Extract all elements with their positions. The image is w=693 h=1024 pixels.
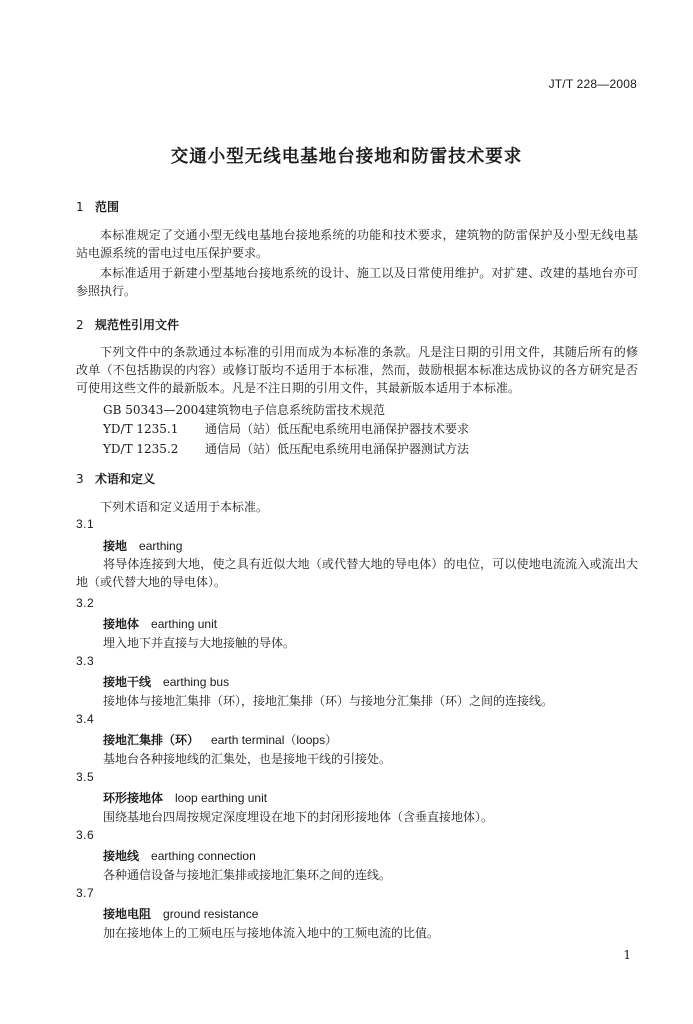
term-chinese: 环形接地体 xyxy=(103,791,164,805)
reference-code: YD/T 1235.1 xyxy=(103,422,179,436)
section-3-heading xyxy=(76,470,155,487)
term-number: 3.3 xyxy=(76,654,95,668)
term-english: earthing bus xyxy=(163,675,230,689)
reference-code: GB 50343—2004 xyxy=(103,403,206,417)
term-chinese: 接地干线 xyxy=(103,675,152,689)
term-number: 3.6 xyxy=(76,828,95,842)
term-number: 3.4 xyxy=(76,712,95,726)
terms-intro: 下列术语和定义适用于本标准。 xyxy=(100,500,269,514)
term-number: 3.1 xyxy=(76,517,95,531)
term-definition: 将导体连接到大地，使之具有近似大地（或代替大地的导电体）的电位，可以使地电流流入或流出大地（或代替大地的导电体）。 xyxy=(76,557,638,589)
reference-item xyxy=(103,420,469,437)
standard-code: JT/T 228—2008 xyxy=(548,77,637,91)
term-number: 3.2 xyxy=(76,596,95,610)
reference-code: YD/T 1235.2 xyxy=(103,442,179,456)
term-title xyxy=(103,537,182,554)
section-1-heading xyxy=(76,198,119,215)
section-title: 范围 xyxy=(95,200,120,214)
term-definition: 基地台各种接地线的汇集处，也是接地干线的引接处。 xyxy=(103,752,392,766)
term-title xyxy=(103,673,229,690)
term-definition: 各种通信设备与接地汇集排或接地汇集环之间的连线。 xyxy=(103,868,392,882)
term-number: 3.5 xyxy=(76,770,95,784)
term-english: ground resistance xyxy=(163,907,259,921)
references-paragraph: 下列文件中的条款通过本标准的引用而成为本标准的条款。凡是注日期的引用文件，其随后所有的修改单（不包括勘误的内容）或修订版均不适用于本标准，然而，鼓励根据本标准达成协议的各方研究是否可使用这些文件的最新版本。凡是不注日期的引用文件，其最新版本适用于本标准。 xyxy=(76,345,638,395)
term-english: loop earthing unit xyxy=(175,791,268,805)
page-number: 1 xyxy=(623,948,631,962)
term-definition: 接地体与接地汇集排（环），接地汇集排（环）与接地分汇集排（环）之间的连接线。 xyxy=(103,694,554,708)
term-number: 3.7 xyxy=(76,886,95,900)
section-number: 3 xyxy=(76,472,84,486)
reference-title: 通信局（站）低压配电系统用电涌保护器测试方法 xyxy=(205,442,470,456)
term-chinese: 接地汇集排（环） xyxy=(103,733,200,747)
section-2-heading xyxy=(76,316,179,333)
document-title: 交通小型无线电基地台接地和防雷技术要求 xyxy=(170,147,523,167)
reference-item xyxy=(103,401,385,418)
term-english: earthing connection xyxy=(151,849,256,863)
term-chinese: 接地电阻 xyxy=(103,907,152,921)
section-number: 2 xyxy=(76,318,84,332)
term-definition: 埋入地下并直接与大地接触的导体。 xyxy=(103,636,296,650)
term-chinese: 接地体 xyxy=(103,617,140,631)
reference-title: 建筑物电子信息系统防雷技术规范 xyxy=(205,403,386,417)
term-title xyxy=(103,847,256,864)
term-chinese: 接地 xyxy=(103,539,128,553)
term-definition: 加在接地体上的工频电压与接地体流入地中的工频电流的比值。 xyxy=(103,926,440,940)
term-english: earthing xyxy=(139,539,183,553)
reference-item xyxy=(103,440,469,457)
scope-paragraph-1: 本标准规定了交通小型无线电基地台接地系统的功能和技术要求，建筑物的防雷保护及小型无线电基站电源系统的雷电过电压保护要求。 xyxy=(76,228,638,260)
term-english: earthing unit xyxy=(151,617,218,631)
term-title xyxy=(103,789,267,806)
section-number: 1 xyxy=(76,200,84,214)
scope-paragraph-2: 本标准适用于新建小型基地台接地系统的设计、施工以及日常使用维护。对扩建、改建的基地台亦可参照执行。 xyxy=(76,266,638,298)
term-title xyxy=(103,615,217,632)
section-title: 术语和定义 xyxy=(95,472,156,486)
section-title: 规范性引用文件 xyxy=(95,318,180,332)
term-chinese: 接地线 xyxy=(103,849,140,863)
term-definition: 围绕基地台四周按规定深度埋设在地下的封闭形接地体（含垂直接地体）。 xyxy=(103,810,494,824)
term-title xyxy=(103,731,337,748)
term-title xyxy=(103,905,258,922)
term-english: earth terminal（loops） xyxy=(211,733,338,747)
reference-title: 通信局（站）低压配电系统用电涌保护器技术要求 xyxy=(205,422,470,436)
